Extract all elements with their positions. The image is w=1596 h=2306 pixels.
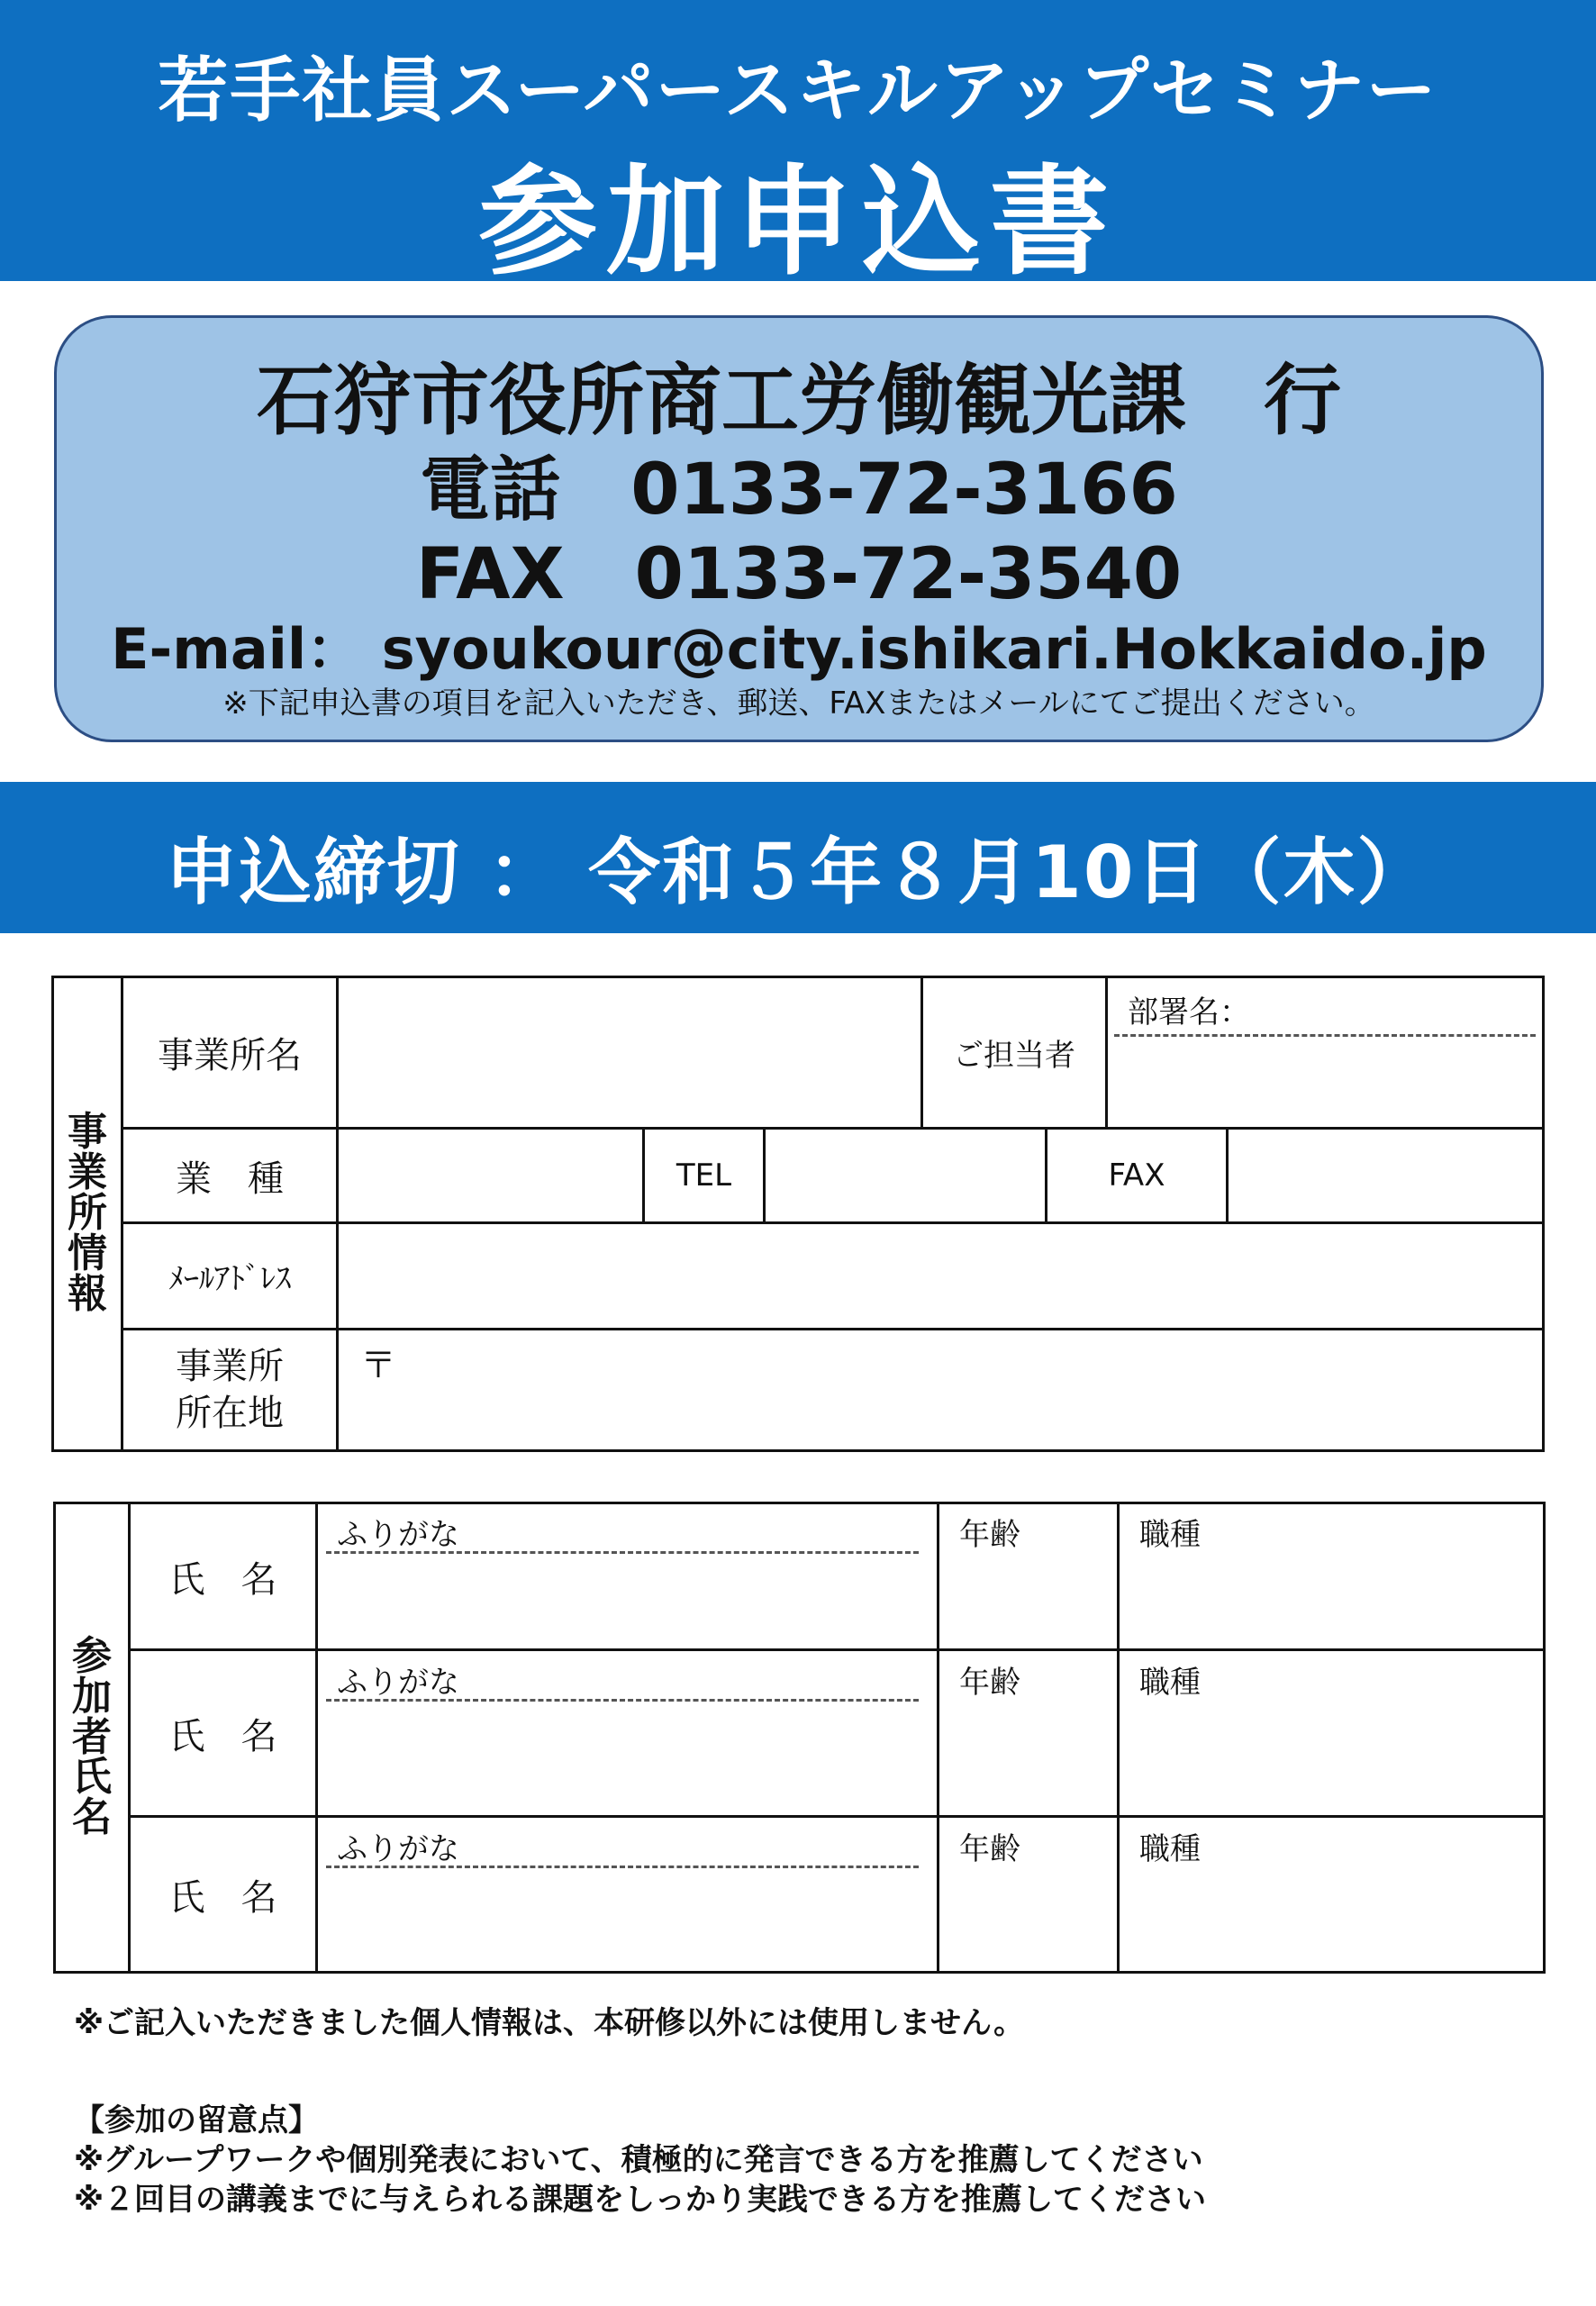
industry-field[interactable] xyxy=(339,1130,642,1221)
age-field[interactable] xyxy=(939,1699,1117,1815)
participant-name-label: 氏 名 xyxy=(168,1876,277,1919)
participant-name-label: 氏 名 xyxy=(168,1715,277,1757)
point-1: ※グループワークや個別発表において、積極的に発言できる方を推薦してください xyxy=(74,2142,1203,2178)
address-label: 事業所 所在地 xyxy=(176,1346,284,1434)
furigana-label: ふりがな xyxy=(337,1665,459,1701)
tel-label: TEL xyxy=(676,1158,732,1194)
age-label: 年齢 xyxy=(959,1831,1020,1867)
recipient-box xyxy=(54,315,1544,742)
industry-label: 業 種 xyxy=(176,1158,284,1200)
seminar-title: 若手社員スーパースキルアップセミナー xyxy=(158,50,1438,132)
participant-name-field[interactable] xyxy=(318,1702,937,1815)
business-name-field[interactable] xyxy=(339,978,920,1127)
tel-field[interactable] xyxy=(766,1130,1045,1221)
job-label: 職種 xyxy=(1139,1831,1201,1867)
recipient-fax: FAX 0133-72-3540 xyxy=(415,534,1183,615)
header-banner xyxy=(0,0,1596,292)
participant-name-field[interactable] xyxy=(318,1869,937,1971)
furigana-label: ふりがな xyxy=(337,1517,459,1553)
job-label: 職種 xyxy=(1139,1517,1201,1553)
participants-section-label: 参 加 者 氏 名 xyxy=(72,1632,112,1841)
postal-mark: 〒 xyxy=(360,1345,396,1386)
age-field[interactable] xyxy=(939,1866,1117,1971)
email-field[interactable] xyxy=(339,1224,1542,1328)
age-field[interactable] xyxy=(939,1551,1117,1648)
job-field[interactable] xyxy=(1120,1551,1543,1648)
age-label: 年齢 xyxy=(959,1665,1020,1701)
fax-field[interactable] xyxy=(1229,1130,1542,1221)
furigana-label: ふりがな xyxy=(337,1831,459,1867)
points-heading: 【参加の留意点】 xyxy=(74,2102,319,2138)
point-2: ※２回目の講義までに与えられる課題をしっかり実践できる方を推薦してください xyxy=(74,2182,1207,2218)
address-field[interactable] xyxy=(339,1330,1542,1449)
business-section-label: 事 業 所 情 報 xyxy=(68,1109,107,1317)
age-label: 年齢 xyxy=(959,1517,1020,1553)
contact-person-label: ご担当者 xyxy=(953,1038,1075,1074)
privacy-note: ※ご記入いただきました個人情報は、本研修以外には使用しません。 xyxy=(74,2005,1025,2041)
job-field[interactable] xyxy=(1120,1699,1543,1815)
fax-label: FAX xyxy=(1108,1158,1165,1194)
job-field[interactable] xyxy=(1120,1866,1543,1971)
deadline-text: 申込締切 ： 令和５年８月10日（木） xyxy=(165,831,1431,914)
participant-name-field[interactable] xyxy=(318,1555,937,1648)
department-label: 部署名： xyxy=(1128,994,1250,1030)
business-name-label: 事業所名 xyxy=(158,1035,302,1076)
job-label: 職種 xyxy=(1139,1665,1201,1701)
contact-person-field[interactable] xyxy=(1108,1038,1542,1127)
submission-instruction: ※下記申込書の項目を記入いただき、郵送、FAXまたはメールにてご提出ください。 xyxy=(222,685,1375,722)
recipient-office: 石狩市役所商工労働観光課 行 xyxy=(257,356,1341,446)
department-field[interactable] xyxy=(1108,978,1542,1034)
recipient-email: E-mail： syoukour@city.ishikari.Hokkaido.jp xyxy=(111,616,1487,682)
participant-name-label: 氏 名 xyxy=(168,1558,277,1601)
recipient-phone: 電話 0133-72-3166 xyxy=(420,449,1178,531)
form-title: 参加申込書 xyxy=(478,153,1118,292)
email-label: ﾒｰﾙｱﾄﾞﾚｽ xyxy=(168,1261,291,1297)
deadline-banner xyxy=(0,782,1596,933)
